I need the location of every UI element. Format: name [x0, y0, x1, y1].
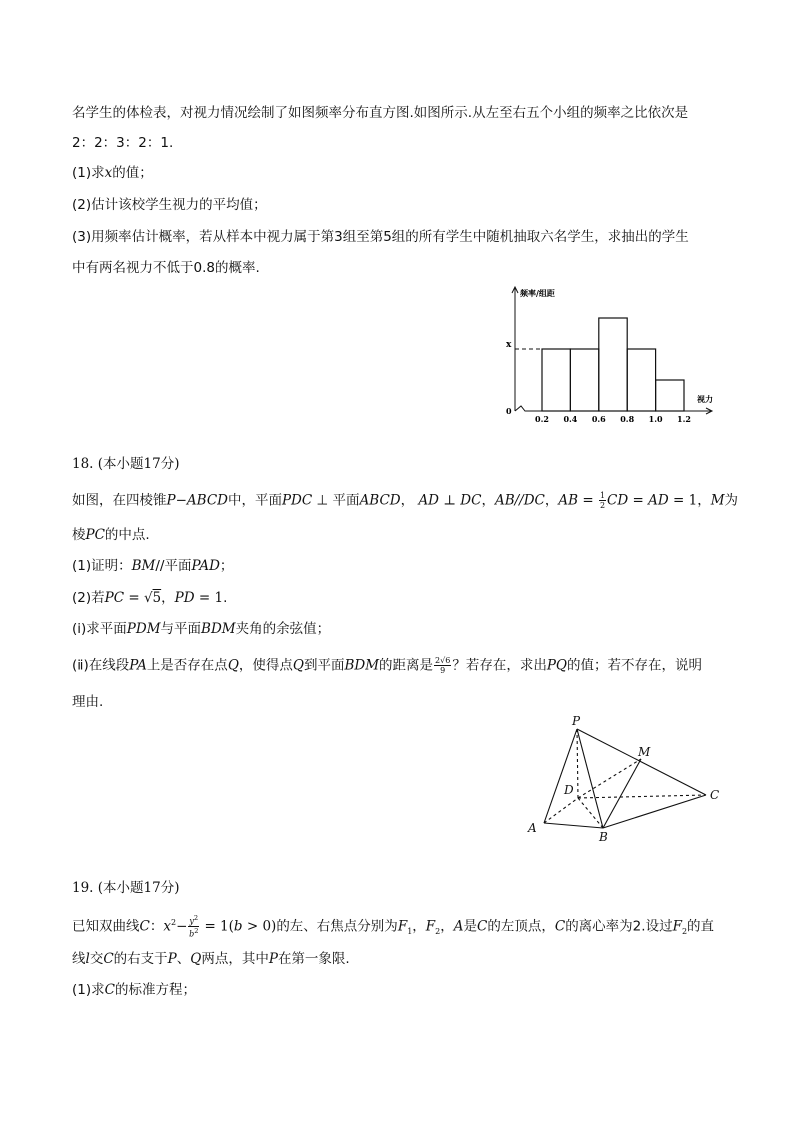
- histogram-bar: [570, 349, 598, 411]
- q17-part1-var: x: [104, 165, 113, 181]
- histogram-bars: [542, 318, 684, 411]
- histogram-ticks: [535, 414, 691, 422]
- histogram-bar: [627, 349, 655, 411]
- q18-text: ；: [219, 558, 234, 574]
- q18-text: ⊥ 平面: [312, 492, 360, 509]
- q18-text: 为: [724, 492, 739, 509]
- q18-math: Q: [227, 657, 239, 674]
- q18-math: AB//DC: [494, 492, 545, 509]
- q18-part2-ii-line2: 理由.: [72, 694, 104, 710]
- q19-math: > 0): [242, 918, 277, 935]
- q18-math: AD: [418, 492, 440, 509]
- q19-math: P: [268, 951, 278, 967]
- vertex-label-P: P: [572, 714, 581, 728]
- q18-math: PD: [174, 590, 195, 606]
- q17-ratio: 2：2：3：2：1.: [72, 135, 174, 151]
- q19-math: F: [397, 918, 408, 935]
- q19-text: ：: [149, 918, 164, 935]
- q19-math: A: [453, 918, 464, 935]
- q18-text: ？若存在，求出: [452, 657, 547, 674]
- q18-math: CD: [607, 492, 629, 509]
- q18-math: M: [710, 492, 725, 509]
- q18-math: PC: [104, 590, 125, 606]
- fraction-numerator: y: [189, 917, 194, 926]
- q18-text: ，: [697, 492, 711, 509]
- q19-subscript: 1: [407, 927, 413, 937]
- q19-text: (1)求: [72, 982, 105, 998]
- q18-text: (ⅱ)在线段: [72, 657, 130, 674]
- q19-part1: [72, 981, 196, 999]
- q18-part2: (2)若PC = √5，PD = 1.: [72, 590, 228, 606]
- q18-math: Q: [292, 657, 304, 674]
- q18-math: PDC: [281, 492, 313, 509]
- x-tick-label: 0.2: [535, 414, 549, 422]
- q19-text: ，: [412, 918, 426, 935]
- q18-math: 1: [214, 590, 224, 606]
- q19-text: 的左顶点，: [487, 918, 555, 935]
- q19-math: C: [477, 918, 488, 935]
- q18-line2: [72, 526, 150, 544]
- q18-text: (1)证明：: [72, 558, 132, 574]
- q19-math: x: [163, 918, 171, 935]
- q19-math: F: [672, 918, 682, 935]
- vertex-label-C: C: [710, 788, 720, 802]
- q19-text: 已知双曲线: [72, 918, 140, 935]
- q19-subscript: 2: [681, 927, 688, 937]
- q19-math: = 1(: [200, 918, 234, 935]
- q18-text: 夹角的余弦值；: [235, 621, 331, 637]
- q19-text: 两点，其中: [201, 951, 269, 967]
- q19-text: 交: [89, 951, 104, 967]
- q18-math: PDM: [126, 621, 161, 637]
- q19-math: C: [554, 918, 566, 935]
- vertex-label-A: A: [528, 821, 537, 835]
- q18-part2-ii: [72, 656, 702, 675]
- histogram-y-marker-label: x: [506, 340, 512, 350]
- edge-PC: [577, 729, 706, 795]
- q19-text: 是: [463, 918, 477, 935]
- q18-text: (2)若: [72, 590, 105, 606]
- q17-part3-line2: 中有两名视力不低于0.8的概率.: [72, 260, 260, 276]
- fraction-y2-b2: $\frac{y^2}{b^2}$: [189, 914, 199, 939]
- q18-text: 与平面: [160, 621, 202, 637]
- q19-math: P: [167, 951, 177, 967]
- q18-math: PAD: [191, 558, 220, 574]
- fraction-numerator: 2√6: [435, 656, 451, 665]
- q17-part1: [72, 164, 153, 182]
- q19-text: 的左、右焦点分别为: [276, 918, 398, 935]
- q18-math: DC: [460, 492, 482, 509]
- q18-math: BDM: [201, 621, 236, 637]
- q18-math: 1: [688, 492, 698, 509]
- q17-part3-line1: (3)用频率估计概率，若从样本中视力属于第3组至第5组的所有学生中随机抽取六名学生，求抽出的学生: [72, 229, 689, 245]
- x-tick-label: 1.2: [677, 414, 691, 422]
- q19-math: C: [104, 982, 115, 998]
- q18-math: PQ: [546, 657, 567, 674]
- q19-text: 的离心率为2.设过: [565, 918, 673, 935]
- q18-math: BDM: [344, 657, 380, 674]
- q19-math: b: [233, 918, 243, 935]
- q19-text: 的右支于: [113, 951, 168, 967]
- q18-line1: 如图，在四棱锥P−ABCD中，平面PDC ⊥ 平面ABCD， AD ⊥ DC，AB//DC，AB = $\frac{1}{2}$ CD = AD = 1，M为: [72, 491, 739, 510]
- fraction-denominator: 2: [599, 501, 606, 510]
- histogram-y-label: 频率/组距: [520, 288, 555, 298]
- x-tick-label: 0.8: [620, 414, 635, 422]
- q18-text: 棱: [72, 527, 86, 543]
- q18-header: 18. (本小题17分): [72, 456, 180, 472]
- q19-header: 19. (本小题17分): [72, 880, 180, 896]
- q18-text: //平面: [155, 558, 192, 574]
- q18-math: P−ABCD: [166, 492, 228, 509]
- edge-AD: [544, 798, 578, 823]
- histogram-bar: [656, 380, 684, 411]
- fraction-denominator: b: [189, 929, 195, 939]
- q18-text: ，: [161, 590, 175, 606]
- fraction-one-half: [599, 491, 606, 510]
- q19-line2: [72, 950, 350, 968]
- x-tick-label: 1.0: [648, 414, 663, 422]
- fraction-distance: [434, 656, 451, 675]
- sqrt-radicand: 5: [152, 590, 162, 606]
- edge-DC: [578, 795, 706, 798]
- q18-text: 到平面: [303, 657, 345, 674]
- q18-part2-i: [72, 620, 330, 638]
- q19-text: ，: [440, 918, 454, 935]
- vertex-label-D: D: [564, 783, 574, 797]
- histogram-origin-label: 0: [506, 406, 512, 416]
- edge-PD: [577, 729, 578, 798]
- q17-intro-line: [72, 104, 688, 122]
- histogram-x-label: 视力: [697, 394, 713, 404]
- q17-intro: 名学生的体检表，对视力情况绘制了如图频率分布直方图.如图所示.从左至右五个小组的频率之比依次是: [72, 105, 689, 121]
- edge-AB: [544, 823, 603, 828]
- q19-text: 、: [176, 951, 191, 967]
- fraction-denominator: 9: [440, 666, 446, 675]
- q18-text: 中，平面: [227, 492, 282, 509]
- q19-line1: 已知双曲线C：$x^2-$ $\frac{y^2}{b^2}$ = 1(b > 0)的左、右焦点分别为$F_1$，$F_2$，A是C的左顶点，C的离心率为2.设过$F_2$的直: [72, 914, 715, 939]
- q18-math: AD: [648, 492, 669, 509]
- x-axis: [515, 406, 712, 411]
- x-tick-label: 0.6: [591, 414, 606, 422]
- q17-part1-text: (1)求: [72, 165, 105, 181]
- q18-text: ⊥: [439, 492, 461, 509]
- q18-text: 的值；若不存在，说明: [566, 657, 702, 674]
- q18-text: 上是否存在点: [146, 657, 228, 674]
- q18-text: .: [223, 590, 228, 606]
- q18-text: ，: [544, 492, 559, 509]
- fraction-numerator: 1: [599, 491, 606, 500]
- q18-math: PA: [129, 657, 147, 674]
- q18-math: PC: [85, 527, 105, 543]
- q19-text: 在第一象限.: [277, 951, 350, 967]
- q18-math: AB: [558, 492, 579, 509]
- q19-subscript: 2: [435, 927, 441, 937]
- q19-text: 线: [72, 951, 86, 967]
- edge-DM: [578, 759, 641, 798]
- q19-math: l: [85, 951, 90, 967]
- q18-text: ，: [400, 492, 419, 509]
- q19-text: 的标准方程；: [114, 982, 196, 998]
- q17-part2: (2)估计该校学生视力的平均值；: [72, 197, 267, 213]
- q19-math: C: [139, 918, 150, 935]
- q17-part1-tail: 的值；: [112, 165, 153, 181]
- q18-text: 的中点.: [104, 527, 150, 543]
- q18-math: ABCD: [359, 492, 401, 509]
- q18-text: (ⅰ)求平面: [72, 621, 127, 637]
- histogram-bar: [599, 318, 627, 411]
- vertex-label-M: M: [638, 745, 651, 759]
- q19-math: F: [425, 918, 436, 935]
- vertex-label-B: B: [599, 830, 608, 844]
- q19-math: C: [103, 951, 114, 967]
- x-tick-label: 0.4: [563, 414, 578, 422]
- q18-math: BM: [131, 558, 156, 574]
- histogram-bar: [542, 349, 570, 411]
- q18-text: ，使得点: [238, 657, 293, 674]
- q19-math: Q: [190, 951, 202, 967]
- q18-text: 如图，在四棱锥: [72, 492, 167, 509]
- q18-part1: [72, 557, 233, 575]
- q18-text: ，: [481, 492, 495, 509]
- edge-PA: [544, 729, 577, 823]
- q18-text: 的距离是: [379, 657, 434, 674]
- q19-text: 的直: [687, 918, 715, 935]
- frequency-histogram: [500, 282, 730, 422]
- pyramid-figure: [522, 712, 742, 848]
